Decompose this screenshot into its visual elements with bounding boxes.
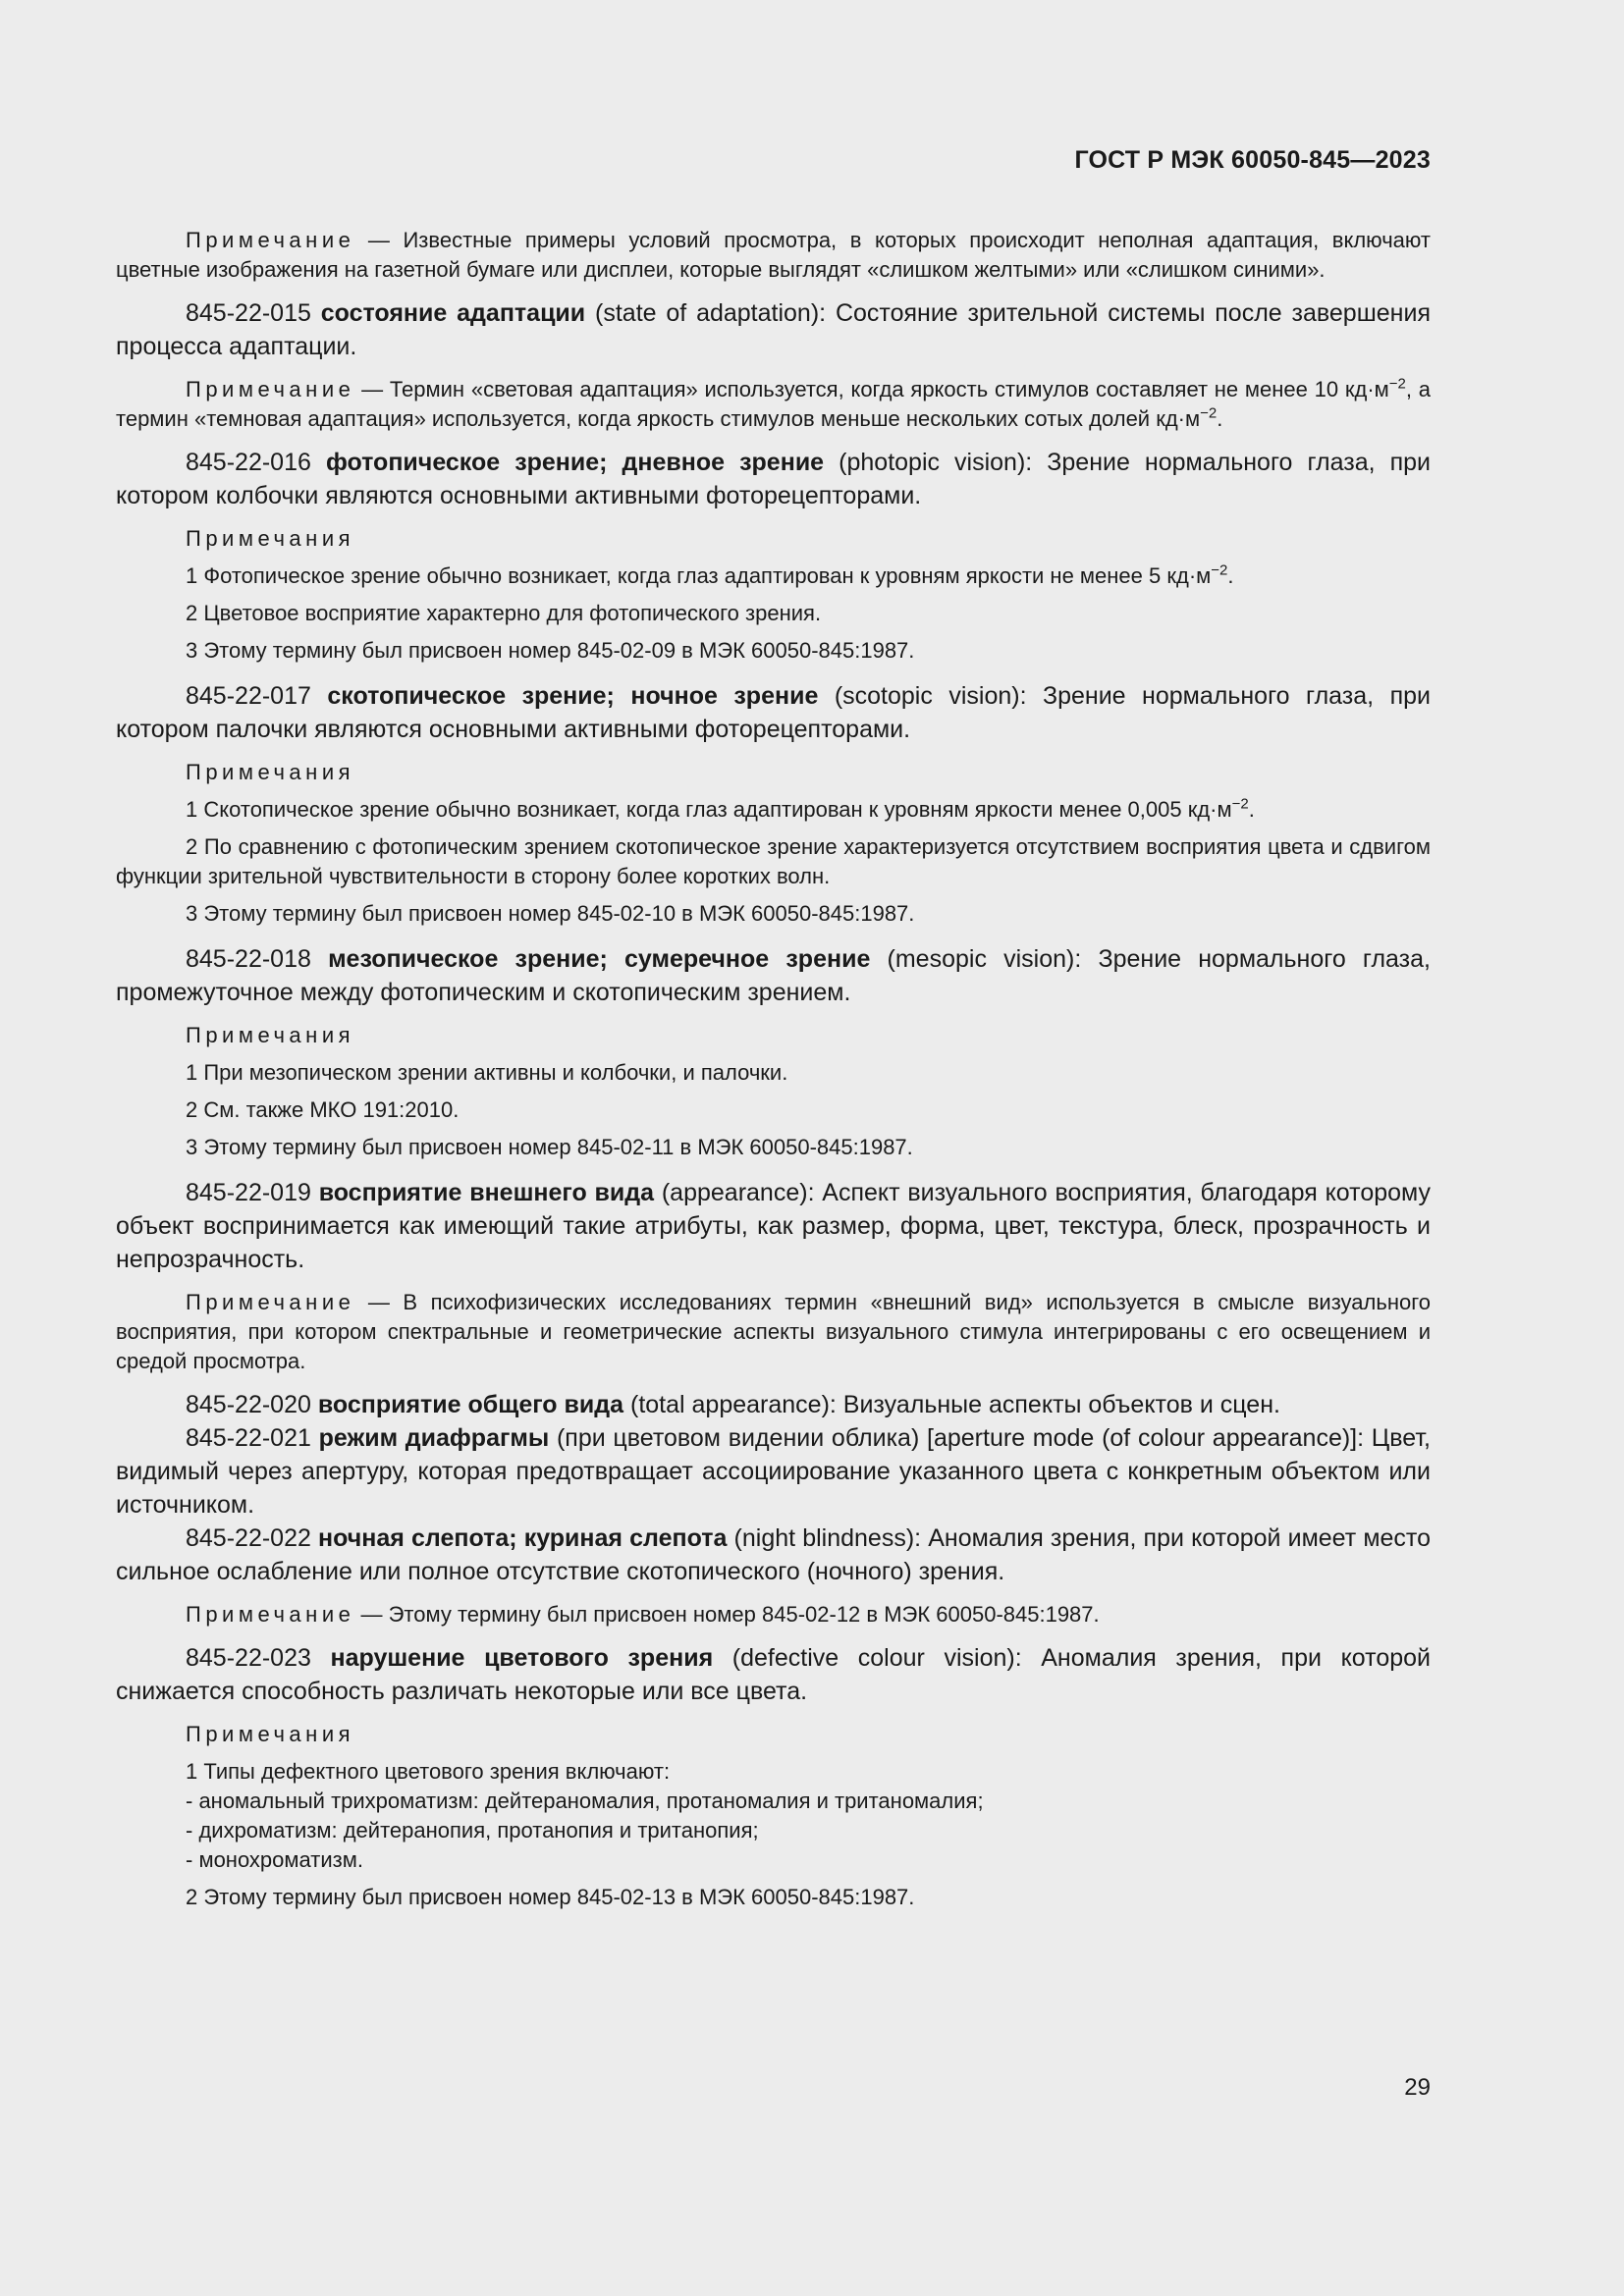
note-item: 1 Типы дефектного цветового зрения включают: [186, 1759, 671, 1784]
note-item-text: 2 Цветовое восприятие характерно для фотопического зрения. [186, 601, 822, 625]
note-text: — Этому термину был присвоен номер 845-02-12 в МЭК 60050-845:1987. [360, 1602, 1100, 1627]
note-item-text: 1 При мезопическом зрении активны и колбочки, и палочки. [186, 1060, 788, 1085]
term-name: нарушение цветового зрения [330, 1644, 714, 1672]
exponent: −2 [1231, 795, 1249, 813]
term-definition: (photopic vision): Зрение нормального глаза, при котором колбочки являются основными активными фоторецепторами. [116, 449, 1432, 509]
term-entry [116, 1641, 1431, 1708]
term-definition: (при цветовом видении облика) [aperture mode (of colour appearance)]: Цвет, видимый через апертуру, которая предотвращает ассоциирование указанного цвета с конкретным объектом или источником. [116, 1424, 1431, 1519]
term-code: 845-22-023 [186, 1644, 311, 1672]
term-code: 845-22-020 [186, 1391, 311, 1418]
notes-heading: Примечания [186, 760, 355, 784]
term-name: режим диафрагмы [318, 1424, 550, 1452]
note-item-text: 3 Этому термину был присвоен номер 845-02-11 в МЭК 60050-845:1987. [186, 1135, 913, 1159]
note-text: — Известные примеры условий просмотра, в которых происходит неполная адаптация, включают цветные изображения на газетной бумаге или дисплеи, которые выглядят «слишком желтыми» или «слишком синими». [116, 228, 1431, 282]
note-item [116, 1095, 1431, 1125]
note-text: — Термин «световая адаптация» используется, когда яркость стимулов составляет не менее 10 кд·м [361, 377, 1389, 401]
term-code: 845-22-015 [186, 299, 311, 327]
term-code: 845-22-019 [186, 1179, 311, 1206]
term-name: восприятие общего вида [317, 1391, 624, 1418]
note-label: Примечание [186, 377, 355, 401]
notes-heading: Примечания [186, 1023, 355, 1047]
term-name: восприятие внешнего вида [318, 1179, 655, 1206]
term-name: состояние адаптации [320, 299, 586, 327]
note-paragraph [116, 375, 1431, 434]
term-entry [116, 296, 1431, 363]
notes-heading: Примечания [186, 526, 355, 551]
note-paragraph [116, 1288, 1431, 1376]
note-label: Примечание [186, 1290, 355, 1314]
exponent: −2 [1388, 375, 1406, 393]
list-item: - дихроматизм: дейтеранопия, протанопия и тританопия; [186, 1818, 759, 1842]
note-item-text: 2 По сравнению с фотопическим зрением скотопическое зрение характеризуется отсутствием восприятия цвета и сдвигом функции зрительной чувствительности в сторону более коротких волн. [116, 834, 1431, 888]
note-item-text: . [1227, 563, 1234, 588]
note-item [116, 561, 1431, 591]
note-text: , а термин «темновая адаптация» используется, когда яркость стимулов меньше нескольких сотых долей кд·м [116, 377, 1431, 431]
term-name: скотопическое зрение; ночное зрение [327, 682, 819, 710]
notes-heading: Примечания [186, 1722, 355, 1746]
term-name: фотопическое зрение; дневное зрение [325, 449, 825, 476]
term-code: 845-22-018 [186, 945, 311, 973]
note-item-text: 2 См. также МКО 191:2010. [186, 1097, 460, 1122]
term-definition: (night blindness): Аномалия зрения, при которой имеет место сильное ослабление или полное отсутствие скотопического (ночного) зрения. [116, 1524, 1431, 1585]
note-paragraph [116, 1600, 1431, 1629]
document-header: ГОСТ Р МЭК 60050-845—2023 [1074, 146, 1431, 174]
term-entry [116, 1388, 1431, 1421]
document-body [116, 226, 1431, 1926]
term-entry [116, 446, 1431, 512]
note-label: Примечание [186, 228, 355, 252]
note-text: — В психофизических исследованиях термин «внешний вид» используется в смысле визуального восприятия, при котором спектральные и геометрические аспекты визуального стимула интегрированы с его освещением и средой просмотра. [116, 1290, 1431, 1373]
term-definition: (total appearance): Визуальные аспекты объектов и сцен. [630, 1391, 1280, 1418]
list-item: - монохроматизм. [186, 1847, 363, 1872]
list-item: - аномальный трихроматизм: дейтераномалия, протаномалия и тританомалия; [186, 1789, 984, 1813]
note-label: Примечание [186, 1602, 355, 1627]
term-code: 845-22-016 [186, 449, 311, 476]
note-item-text: 3 Этому термину был присвоен номер 845-02-09 в МЭК 60050-845:1987. [186, 638, 915, 663]
term-definition: (state of adaptation): Состояние зрительной системы после завершения процесса адаптации. [116, 299, 1431, 360]
page-number: 29 [1404, 2074, 1431, 2101]
note-item [116, 599, 1431, 628]
note-text: . [1217, 406, 1223, 431]
term-name: мезопическое зрение; сумеречное зрение [328, 945, 871, 973]
term-definition: (mesopic vision): Зрение нормального глаза, промежуточное между фотопическим и скотопическим зрением. [116, 945, 1431, 1006]
term-definition: (scotopic vision): Зрение нормального глаза, при котором палочки являются основными активными фоторецепторами. [116, 682, 1431, 743]
term-code: 845-22-021 [186, 1424, 311, 1452]
note-item-text: . [1248, 797, 1255, 822]
term-name: ночная слепота; куриная слепота [318, 1524, 728, 1552]
exponent: −2 [1200, 404, 1218, 422]
note-item [116, 1058, 1431, 1088]
term-definition: (defective colour vision): Аномалия зрения, при которой снижается способность различать некоторые или все цвета. [116, 1644, 1431, 1705]
note-item [116, 832, 1431, 891]
term-entry [116, 942, 1431, 1009]
note-item: 2 Этому термину был присвоен номер 845-02-13 в МЭК 60050-845:1987. [186, 1885, 915, 1909]
note-item-text: 3 Этому термину был присвоен номер 845-02-10 в МЭК 60050-845:1987. [186, 901, 915, 926]
note-item [116, 1133, 1431, 1162]
note-paragraph [116, 226, 1431, 285]
term-entry [116, 1176, 1431, 1276]
note-item [116, 636, 1431, 666]
note-item [116, 795, 1431, 825]
note-item-text: 1 Скотопическое зрение обычно возникает, когда глаз адаптирован к уровням яркости менее 0,005 кд·м [186, 797, 1232, 822]
exponent: −2 [1211, 561, 1228, 579]
term-code: 845-22-022 [186, 1524, 311, 1552]
note-item-text: 1 Фотопическое зрение обычно возникает, когда глаз адаптирован к уровням яркости не менее 5 кд·м [186, 563, 1212, 588]
term-code: 845-22-017 [186, 682, 311, 710]
term-definition: (appearance): Аспект визуального восприятия, благодаря которому объект воспринимается как имеющий такие атрибуты, как размер, форма, цвет, текстура, блеск, прозрачность и непрозрачность. [116, 1179, 1431, 1273]
term-entry [116, 1522, 1431, 1588]
term-entry [116, 679, 1431, 746]
term-entry [116, 1421, 1431, 1522]
note-item [116, 899, 1431, 929]
